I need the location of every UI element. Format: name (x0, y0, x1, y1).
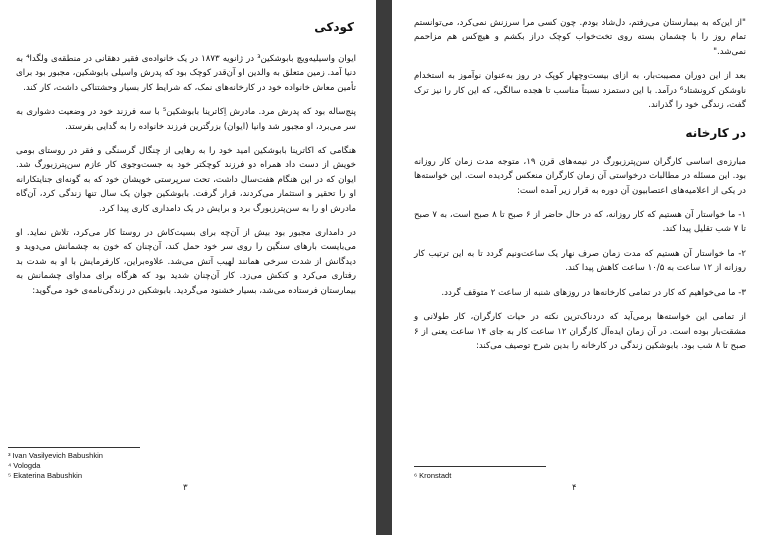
section-heading: در کارخانه (685, 126, 746, 141)
page-number: ۴ (572, 483, 577, 493)
chapter-heading: کودکی (314, 20, 354, 34)
footnote-divider (8, 447, 140, 448)
list-item: ۱- ما خواستار آن هستیم که کار روزانه، که در حال حاضر از ۶ صبح تا ۸ صبح است، به ۷ صبح تا ۷ شب تقلیل پیدا کند. (414, 210, 746, 235)
footnote: ⁴ Vologda (8, 460, 41, 470)
right-body (414, 16, 746, 363)
paragraph: بعد از این دوران مصیبت‌بار، به ازای بیست‌وچهار کوپک در روز به‌عنوان نوآموز به استخدام ناوشکن کرونشتاد⁶ درآمد. با این دستمزد نسبتاً مناسب تا هجده سالگی، که این کار را نیز ترک گفت، زندگی خود را گذراند. (414, 71, 746, 111)
right-page (392, 0, 768, 535)
footnotes (8, 451, 103, 480)
left-page (0, 0, 376, 535)
footnote: ³ Ivan Vasilyevich Babushkin (8, 451, 103, 460)
footnote: ⁵ Ekaterina Babushkin (8, 470, 82, 480)
footnote: ⁶ Kronstadt (414, 471, 452, 480)
left-body (16, 52, 356, 308)
list-item: ۲- ما خواستار آن هستیم که مدت زمان صرف نهار یک ساعت‌ونیم گردد تا به این ترتیب کار روزانه از ۱۲ ساعت به ۱۰/۵ ساعت کاهش پیدا کند. (414, 248, 746, 274)
book-gutter (376, 0, 392, 535)
footnotes (414, 471, 451, 481)
quote-paragraph: "از این‌که به بیمارستان می‌رفتم، دل‌شاد بودم. چون کسی مرا سرزنش نمی‌کرد، می‌توانستم تمام روز را با چشمان بسته روی تخت‌خواب کوچک دراز بکشم و هیچ‌کس هم مزاحمم نمی‌شد." (414, 18, 746, 57)
footnote-divider (414, 466, 546, 467)
page-number: ۳ (183, 483, 188, 493)
paragraph: هنگامی که اکاترینا بابوشکین امید خود را به رهایی از چنگال گرسنگی و فقر در روستای بومی خویش از دست داد همراه دو فرزند کوچکتر خود به جست‌وجوی کار عازم سن‌پترزبورگ شد. ایوان که در این هنگام هفت‌سال داشت، تحت سرپرستی خویشان خود که به گونه‌ای جنایتکارانه او را تحقیر و استثمار می‌کردند، قرار گرفت. بابوشکین جوان یک سال تنها زندگی کرد، آن‌گاه مادرش او را به سن‌پترزبورگ برد و برایش در یک دامداری کاری پیدا کرد. (16, 146, 356, 214)
paragraph: پنج‌ساله بود که پدرش مرد. مادرش اِکاترینا بابوشکین⁵ با سه فرزند خود در وضعیت دشواری به سر می‌برد، او مجبور شد وانیا (ایوان) بزرگترین فرزند خانواده را به گدایی بفرستد. (16, 107, 356, 132)
paragraph: از تمامی این خواسته‌ها برمی‌آید که دردناک‌ترین نکته در حیات کارگران، کار طولانی و مشقت‌بار بوده است. در آن زمان ایده‌آل کارگران ۱۲ ساعت کار به جای ۱۴ ساعت یعنی از ۶ صبح تا ۸ شب بود. بابوشکین زندگی در کارخانه را بدین شرح توصیف می‌کند: (414, 312, 746, 351)
paragraph: در دامداری مجبور بود بیش از آن‌چه برای بسیت‌کاش در روستا کار می‌کرد، تلاش نماید. او می‌بایست بارهای سنگین را روی سر خود حمل کند، آن‌چنان که خون به چشمانش می‌دوید و دیدگانش از شدت سرخی همانند لهیب آتش می‌شد. علاوه‌براین، کارفرمایش با او به شدت بد رفتاری می‌کرد و کتکش می‌زد. کار آن‌چنان شدید بود که هرگاه برای مداوای چشمانش به بیمارستان فرستاده می‌شد، بسیار خشنود می‌گردید. بابوشکین در زندگی‌نامه‌ی خود می‌گوید: (16, 228, 356, 296)
list-item: ۳- ما می‌خواهیم که کار در تمامی کارخانه‌ها در روزهای شنبه از ساعت ۲ متوقف گردد. (441, 287, 746, 298)
paragraph: ایوان واسیلیه‌ویچ بابوشکین³ در ژانویه ۱۸۷۳ در یک خانواده‌ی فقیر دهقانی در منطقه‌ی ولگدا⁴ به دنیا آمد. زمین متعلق به والدین او آن‌قدر کوچک بود که پدرش واسیلی بابوشکین، مجبور بود برای تأمین معاش خانواده خود در کارخانه‌های نمک، که شرایط کار بسیار وحشتناکی داشت، کار کند. (16, 54, 357, 93)
paragraph: مبارزه‌ی اساسی کارگران سن‌پترزبورگ در نیمه‌های قرن ۱۹، متوجه مدت زمان کار روزانه بود. این مسئله در مطالبات درخواستی آن زمان کارگران منعکس گردیده است. این خواسته‌ها در یکی از اعلامیه‌های اعتصابیون آن دوره به قرار زیر آمده است: (414, 156, 747, 196)
